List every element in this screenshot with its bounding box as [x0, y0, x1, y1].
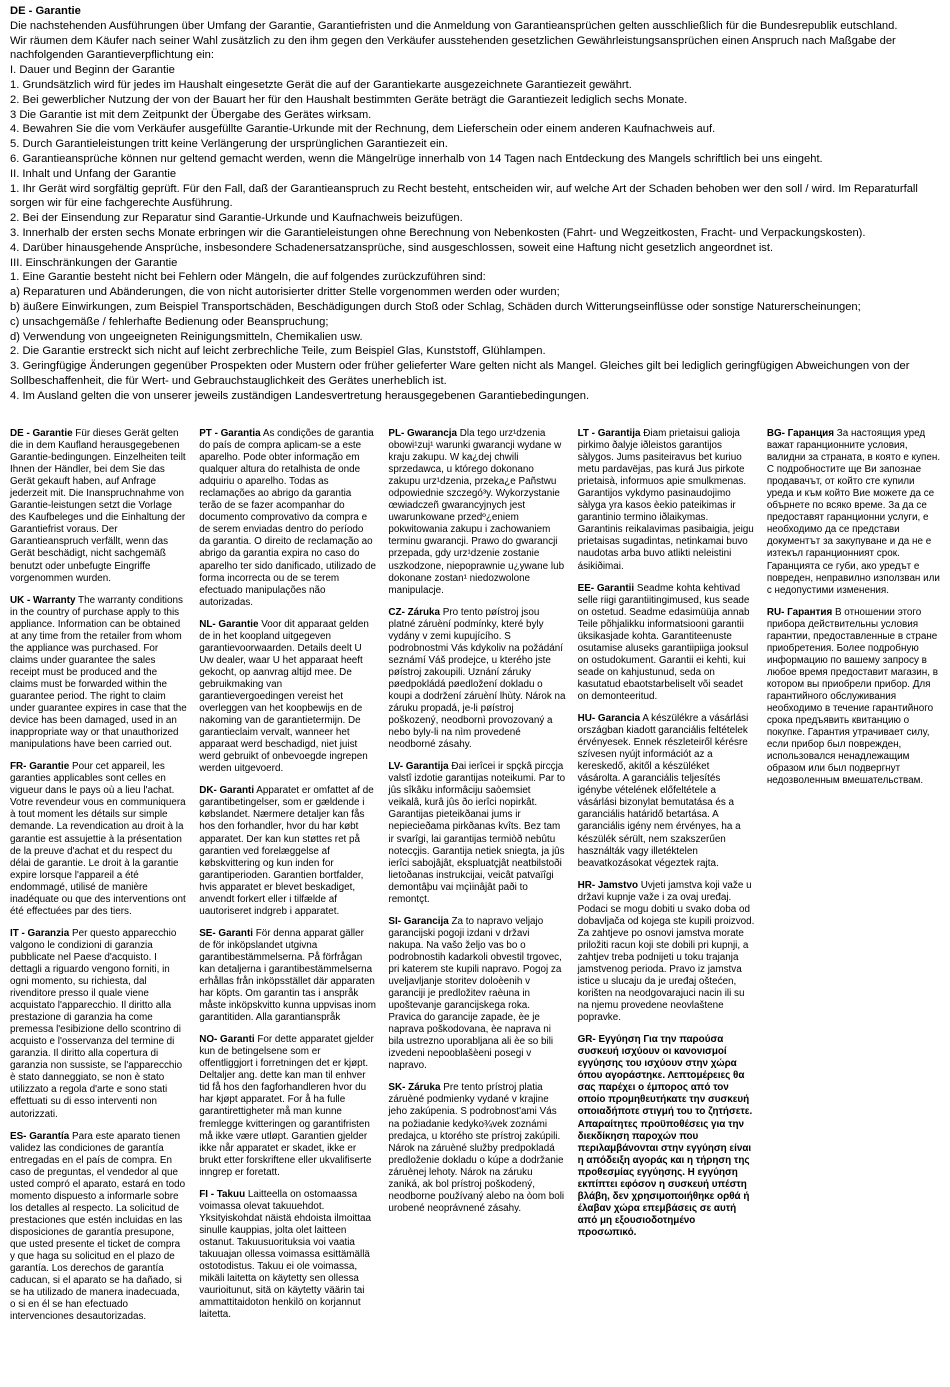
warranty-text: Voor dit apparaat gelden de in het koopland uitgegeven garantievoorwaarden. Details deelt U Uw dealer, waar U het apparaat heeft gekocht, op aanvrag altijd mee. De gebruikmaking van garantievergoedingen vereist het overleggen van het koopbewijs en de nakoming van de garantietermijn. De garantieclaim vervalt, wanneer het apparaat werd beschadigd, niet juist werd gebruikt of onbevoegde ingrepen werden uitgevoerd.	[199, 618, 369, 775]
warranty-heading: PT - Garantia	[199, 428, 261, 439]
warranty-section-sk	[388, 1082, 565, 1215]
warranty-section-lt	[578, 428, 755, 573]
warranty-section-it	[10, 928, 187, 1121]
de-full-line: III. Einschränkungen der Garantie	[10, 256, 178, 269]
warranty-section-dk	[199, 785, 376, 918]
warranty-text: Per questo apparecchio valgono le condizioni di garanzia pubblicate nel Paese d'acquisto. I dettagli a riguardo vengono forniti, in ogni momento, su richiesta, dal rivenditore presso il quale viene acquistato l'apparecchio. Il diritto alla prestazione di garanzia ha come premessa l'esibizione dello scontrino di acquisto e l'osservanza del termine di garanzia. Il diritto alla copertura di garanzia non sussiste, se l'apparecchio è stato danneggiato, se non è stato utilizzato a regola d'arte e sono stati effettuati su di esso interventi non autorizzati.	[10, 927, 183, 1120]
warranty-heading: SI- Garancija	[388, 915, 449, 927]
de-full-line: 5. Durch Garantieleistungen tritt keine Verlängerung der ursprünglichen Garantiezeit ein.	[10, 138, 448, 151]
warranty-text: Laitteella on ostomaassa voimassa olevat takuuehdot. Yksityiskohdat näistä ehdoista ilmoittaa sinulle kauppias, jolta olet laitteen ostanut. Takuusuorituksia voi vaatia takuuajan ollessa voimassa esittämällä ostotodistus. Takuu ei ole voimassa, mikäli laitetta on käytetty sen ollessa vaurioitunut, sitä on käytetty väärin tai ammattitaidoton henkilö on korjannut laitetta.	[199, 1188, 372, 1321]
de-full-warranty	[10, 4, 940, 404]
warranty-text: Ðai ierîcei ir spçkâ pircçja valstî izdotie garantijas noteikumi. Par to jûs sîkâku informâciju saòemsiet veikalâ, kurâ jûs ðo ierîci nopirkât. Garantijas pieteikðanai jums ir nepiecieðama pirkðanas kvîts. Bez tam ir svarîgi, lai garantijas termiòð nebûtu notecçjis. Garantija netiek sniegta, ja jûs ierîci sabojâjât, ekspluatçjât neatbilstoði lietoðanas instrukcijai, veicât patvaïîgi demontâþu vai mçìinâjât paði to remontçt.	[388, 761, 566, 905]
de-full-line: 3 Die Garantie ist mit dem Zeitpunkt der Übergabe des Gerätes wirksam.	[10, 108, 372, 121]
warranty-text: В отношении этого прибора действительны условия гарантии, предоставленные в стране приобретения. Более подробную информацию по вашему запросу в любое время предоставит магазин, в котором вы приобрели прибор. Для гарантийного обслуживания необходимо в течение гарантийного срока предъявить квитанцию о покупке. Гарантия утрачивает силу, если прибор был поврежден, использовался ненадлежащим образом или был подвергнут недозволенным вмешательствам.	[766, 606, 938, 787]
de-full-line: 2. Bei der Einsendung zur Reparatur sind Garantie-Urkunde und Kaufnachweis beizufügen.	[10, 212, 463, 225]
warranty-text: Apparatet er omfattet af de garantibetingelser, som er gældende i købslandet. Nærmere detaljer kan fås hos den forhandler, hvor du har købt apparatet. Der kan kun støttes ret på garantien ved forelæggelse af købskvittering og kun inden for garantiperioden. Garantien bortfalder, hvis apparatet er blevet beskadiget, anvendt forkert eller i tilfælde af uautoriseret indgreb i apparatet.	[199, 785, 374, 917]
warranty-section-si	[388, 916, 565, 1073]
warranty-heading: HU- Garancia	[577, 713, 641, 725]
warranty-section-bg	[767, 428, 944, 597]
warranty-heading: NL- Garantie	[199, 618, 259, 630]
de-full-line: 4. Im Ausland gelten die von unserer jeweils zuständigen Landesvertretung herausgegebenen Garantiebedingungen.	[10, 389, 590, 402]
language-columns	[10, 428, 944, 1333]
de-full-line: 1. Eine Garantie besteht nicht bei Fehlern oder Mängeln, die auf folgendes zurückzuführen sind:	[10, 271, 486, 284]
de-full-lines	[10, 19, 940, 404]
warranty-heading: ES- Garantía	[10, 1130, 70, 1142]
warranty-heading: EE- Garantii	[577, 582, 635, 594]
warranty-heading: FI - Takuu	[199, 1188, 246, 1200]
warranty-heading: DK- Garanti	[199, 785, 255, 797]
warranty-text: Ðiam prietaisui galioja pirkimo ðalyje iðleistos garantijos sàlygos. Jums pasiteiravus bet kuriuo metu pardavëjas, pas kurá Jus pirkote prietaisà, informuos apie smulkmenas. Garantijos vykdymo pasinaudojimo sàlyga yra kasos èekio pateikimas ir garantinio termino iðlaikymas. Garantinis reikalavimas pasibaigia, jeigu prietaisas sugadintas, netinkamai buvo naudotas arba buvo atlikti neleistini ásikiðimai.	[577, 428, 754, 572]
warranty-heading: IT - Garanzia	[10, 927, 70, 939]
warranty-heading: PL- Gwarancja	[388, 428, 458, 439]
warranty-heading: DE - Garantie	[10, 428, 73, 439]
warranty-heading: RU- Гарантия	[766, 606, 833, 618]
de-full-line: c) unsachgemäße / fehlerhafte Bedienung oder Beanspruchung;	[10, 315, 329, 328]
warranty-section-pl	[388, 428, 565, 597]
warranty-section-ru	[767, 607, 944, 788]
de-full-line: II. Inhalt und Unfang der Garantie	[10, 167, 177, 180]
warranty-section-ee	[578, 583, 755, 703]
warranty-section-pt	[199, 428, 376, 609]
warranty-text: Seadme kohta kehtivad selle riigi garantiitingimused, kus seade on ostetud. Seadme edasimüüja annab Teile põhjalikku informatsiooni garantii üksikasjade kohta. Garantiteenuste osutamise aluseks garantiipiiga jooksul on ostudokument. Garantii ei kehti, kui seade on kahjustunud, seda on kasutatud ebaotstarbeliselt või seadet on demonteeritud.	[577, 582, 750, 702]
de-full-line: I. Dauer und Beginn der Garantie	[10, 64, 175, 77]
warranty-text: Za to napravo veljajo garancijski pogoji izdani v državi nakupa. Na vašo željo vas bo o podrobnostih kadarkoli obvestil trgovec, pri katerem ste kupili napravo. Pogoj za uveljavljanje storitev doloèenih v garanciji je predložitev raèuna in upoštevanje garancijskega roka. Pravica do garancije zapade, èe je naprava poškodovana, èe naprava ni bila ustrezno uporabljana ali èe so bili izvedeni nepooblašèeni posegi v napravo.	[388, 915, 562, 1072]
warranty-text: For dette apparatet gjelder kun de betingelsene som er offentliggjort i forretningen det er kjøpt. Deltaljer ang. dette kan man til enhver tid få hos den fagforhandleren hvor du har kjøpt apparatet. For å ha fulle garantirettigheter må man kunne fremlegge kvitteringen og garantifristen må ikke være utløpt. Garantien gjelder ikke når apparatet er skadet, ikke er brukt etter forskriftene eller ukvalifiserte inngrep er foretatt.	[199, 1034, 374, 1178]
warranty-section-nl	[199, 619, 376, 776]
warranty-text: Für dieses Gerät gelten die in dem Kaufland herausgegebenen Garantie-bedingungen. Einzelheiten teilt Ihnen der Händler, bei dem Sie das Gerät gekauft haben, auf Anfrage jederzeit mit. Die Inanspruchnahme von Garantie-leistungen setzt die Vorlage des Kaufbeleges und die Einhaltung der Garantiefrist voraus. Der Garantieanspruch verfällt, wenn das Gerät beschädigt, nicht sachgemäß benutzt oder unbefugte Eingriffe vorgenommen wurden.	[10, 428, 186, 584]
de-full-title: DE - Garantie	[10, 5, 81, 17]
de-full-line: 1. Grundsätzlich wird für jedes im Haushalt eingesetzte Gerät die auf der Garantiekarte ausgezeichnete Garantiezeit gewährt.	[10, 78, 632, 91]
de-full-line: 2. Die Garantie erstreckt sich nicht auf leicht zerbrechliche Teile, zum Beispiel Glas, Kunststoff, Glühlampen.	[10, 345, 546, 358]
de-full-line: 4. Darüber hinausgehende Ansprüche, insbesondere Schadenersatzansprüche, sind ausgeschlossen, soweit eine Haftung nicht gesetzlich angeordnet ist.	[10, 241, 774, 254]
language-column	[578, 428, 755, 1333]
warranty-section-no	[199, 1034, 376, 1179]
warranty-heading: BG- Гаранция	[766, 428, 835, 439]
de-full-line: 3. Geringfügige Änderungen gegenüber Prospekten oder Mustern oder früher gelieferter Ware gelten nicht als Mangel. Gleiches gilt bei lediglich geringfügigen Abweichungen von der Sollbeschaffenheit, die für Wert- und Gebrauchstauglichkeit des Gerätes unerheblich ist.	[10, 360, 913, 387]
de-full-line: b) äußere Einwirkungen, zum Beispiel Transportschäden, Beschädigungen durch Stoß oder Schlag, Schäden durch Witterungseinflüsse oder sonstige Naturerscheinungen;	[10, 300, 861, 313]
warranty-text: За настоящия уред важат гаранционните условия, валидни за страната, в която е купен. С подробностите ще Ви запознае продавачът, от който сте купили уреда и към който Вие можете да се обърнете по всяко време. За да се предоставят гаранционни услуги, е необходимо да се представи документът за закупуване и да не е изтекъл гаранционният срок. Гаранцията се губи, ако уредът е повреден, неправилно използван или с недопустими изменения.	[766, 428, 941, 596]
warranty-heading: UK - Warranty	[10, 594, 76, 606]
warranty-text: Pre tento prístroj platia záruèné podmienky vydané v krajine jeho zakúpenia. S podrobnost'ami Vás na požiadanie kedyko¾vek zoznámi predajca, u ktorého ste prístroj zakúpili. Nárok na záruèné služby predpokladá predloženie dokladu o kúpe a dodržanie záruènej lehoty. Nárok na záruku zaniká, ak bol prístroj poškodený, neodborne používaný alebo na òom boli urobené neoprávnené zásahy.	[388, 1082, 565, 1214]
de-full-line: d) Verwendung von ungeeigneten Reinigungsmitteln, Chemikalien usw.	[10, 330, 363, 343]
de-full-line: Die nachstehenden Ausführungen über Umfang der Garantie, Garantiefristen und die Anmeldung von Garantieansprüchen gelten ausschließlich für die Bundesrepublik eutschland.	[10, 19, 898, 32]
warranty-text: Pour cet appareil, les garanties applicables sont celles en vigueur dans le pays où a lieu l'achat. Votre revendeur vous en communiquera à tout moment les détails sur simple demande. La revendication au droit à la garantie est assujettie à la présentation de la preuve d'achat et du respect du délai de garantie. Le droit à la garantie expire lorsque l'appareil a été endommagé, utilisé de manière inadéquate ou que des interventions ont été effectuées par des tiers.	[10, 761, 186, 917]
language-column	[10, 428, 187, 1333]
warranty-heading: SK- Záruka	[388, 1082, 441, 1094]
language-column	[199, 428, 376, 1333]
warranty-section-hu	[578, 713, 755, 870]
language-column	[388, 428, 565, 1333]
warranty-text: As condições de garantia do país de compra aplicam-se a este aparelho. Pode obter informação em qualquer altura do retalhista de onde adquiriu o aparelho. Todas as reclamações ao abrigo da garantia terão de se fazer acompanhar do documento comprovativo da compra e de serem enviadas dentro do período da garantia. O direito de reclamação ao abrigo da garantia expira no caso do aparelho ter sido danificado, utilizado de forma incorrecta ou de se terem efectuado manipulações não autorizadas.	[199, 428, 376, 608]
warranty-heading: LT - Garantija	[577, 428, 641, 439]
de-full-line: 2. Bei gewerblicher Nutzung der von der Bauart her für den Haushalt bestimmten Geräte beträgt die Garantiezeit lediglich sechs Monate.	[10, 93, 688, 106]
warranty-text: Uvjeti jamstva koji važe u državi kupnje važe i za ovaj uređaj. Podaci se mogu dobiti u svako doba od dobavljača od kojega ste kupili proizvod. Za zahtjeve po osnovi jamstva morate priložiti racun koji ste dobili pri kupnji, a zahtjev treba podnijeti u toku trajanja jamstvenog perioda. Pravo iz jamstva istice u slucaju da je uređaj oštećen, korišten na neodgovarajuci nacin ili su na njemu provedene neovlaštene popravke.	[577, 879, 755, 1024]
warranty-text: A készülékre a vásárlási országban kiadott garanciális feltételek érvényesek. Ennek részleteiről kérésre szívesen nyújt információt az a kereskedő, akitől a készüléket vásárolta. A garanciális teljesítés igénybe vételének előfeltétele a vásárlási bizonylat bemutatása és a garanciális határidő betartása. A garanciális igény nem érvényes, ha a készülék sérült, nem szakszerűen használták vagy illetéktelen beavatkozásokat végeztek rajta.	[577, 713, 749, 869]
de-full-line: a) Reparaturen und Abänderungen, die von nicht autorisierter dritter Stelle vorgenommen werden oder wurden;	[10, 286, 560, 299]
warranty-heading: NO- Garanti	[199, 1034, 255, 1046]
warranty-section-hr	[578, 880, 755, 1025]
de-full-line: Wir räumen dem Käufer nach seiner Wahl zusätzlich zu den ihm gegen den Verkäufer ausstehenden gesetzlichen Gewährleistungsansprüchen einen Anspruch nach Maßgabe der nachfolgenden Garantieverpflichtung ein:	[10, 34, 899, 62]
warranty-text: För denna apparat gäller de för inköpslandet utgivna garantibestämmelserna. På förfrågan kan detaljerna i garantibestämmelserna erhållas från inköpsstället där apparaten har köpts. Om garantin tas i anspråk måste inköpskvitto kunna uppvisas inom garantitiden. Alla garantianspråk	[199, 927, 376, 1024]
warranty-section-se	[199, 928, 376, 1024]
de-full-line: 3. Innerhalb der ersten sechs Monate erbringen wir die Garantieleistungen ohne Berechnung von Nebenkosten (Fahrt- und Wegzeitkosten, Fracht- und Verpackungskosten).	[10, 226, 866, 239]
de-full-line: 4. Bewahren Sie die vom Verkäufer ausgefüllte Garantie-Urkunde mit der Rechnung, dem Lieferschein oder einem anderen Kaufnachweis auf.	[10, 123, 716, 136]
warranty-heading: FR- Garantie	[10, 761, 70, 773]
warranty-heading: HR- Jamstvo	[577, 879, 638, 891]
warranty-section-de	[10, 428, 187, 585]
warranty-section-cz	[388, 607, 565, 752]
de-full-line: 6. Garantieansprüche können nur geltend gemacht werden, wenn die Mängelrüge innerhalb von 14 Tagen nach Entdeckung des Mangels schriftlich bei uns eingeht.	[10, 152, 823, 165]
de-full-line: 1. Ihr Gerät wird sorgfältig geprüft. Für den Fall, daß der Garantieanspruch zu Recht besteht, entscheiden wir, auf welche Art der Schaden behoben wer den soll / wird. Im Reparaturfall sorgen wir für eine fachgerechte Ausführung.	[10, 182, 922, 210]
warranty-heading: GR-	[577, 1034, 596, 1046]
warranty-section-es	[10, 1131, 187, 1324]
warranty-heading: LV- Garantija	[388, 761, 449, 773]
warranty-section-lv	[388, 761, 565, 906]
warranty-section-fi	[199, 1189, 376, 1322]
warranty-text: Para este aparato tienen validez las condiciones de garantía entregadas en el país de compra. En caso de preguntas, el vendedor al que usted compró el aparato, estará en todo momento dispuesto a informarle sobre los detalles al respecto. La solicitud de prestaciones que estén incluidas en las disposiciones de garantía presupone, que usted presente el ticket de compra y que haga su solicitud en el plazo de garantía. Los derechos de garantía caducan, si el aparato se ha dañado, si se ha utilizado de manera inadecuada, o si en él se han efectuado intervenciones desautorizadas.	[10, 1130, 186, 1323]
warranty-section-gr	[578, 1034, 755, 1239]
warranty-text: Εγγύηση Για την παρούσα συσκευή ισχύουν οι κανονισμοί εγγύησης του ισχύουν στην χώρα όπου αγοράστηκε. Λεπτομέρειες θα σας παρέχει ο έμπορος από τον οποίο προμηθευτήκατε την συσκευή οποιαδήποτε στιγμή του το ζητήσετε. Απαραίτητες προϋποθέσεις για την διεκδίκηση παροχών που περιλαμβάνονται στην εγγύηση είναι η απόδειξη αγοράς και η τήρηση της προθεσμίας εγγύησης. Η εγγύηση εκπίπτει εφόσον η συσκευή υπέστη βλάβη, δεν χρησιμοποιήθηκε ορθά ή έλαβαν χώρα επεμβάσεις σε αυτή από μη εξουσιοδοτημένο προσωπικό.	[577, 1034, 753, 1238]
warranty-heading: SE- Garanti	[199, 927, 253, 939]
warranty-heading: CZ- Záruka	[388, 606, 440, 618]
warranty-text: Pro tento pøístroj jsou platné záruèní podmínky, které byly vydány v zemi kupujícího. S podrobnostmi Vás kdykoliv na požádání seznámí Váš prodejce, u kterého jste pøístroj zakoupili. Uznání záruky pøedpokládá pøedložení dokladu o koupi a dodržení záruèní lhùty. Nárok na záruku propadá, je-li pøístroj poškozený, neodbornì provozovaný a nebo byly-li na nìm provedené neodborné zásahy.	[388, 606, 566, 751]
warranty-section-fr	[10, 761, 187, 918]
warranty-text: The warranty conditions in the country of purchase apply to this appliance. Information can be obtained at any time from the retailer from whom the appliance was purchased. For claims under guarantee the sales receipt must be produced and the claims must be forwarded within the guarantee period. The right to claim under guarantee expires in case that the device has been damaged, used in an inappropriate way or that unauthorized manipulations have been carried out.	[10, 594, 187, 751]
language-column	[767, 428, 944, 1333]
warranty-section-uk	[10, 595, 187, 752]
warranty-text: Dla tego urz¹dzenia obowi¹zuj¹ warunki gwarancji wydane w kraju zakupu. W ka¿dej chwili sprzedawca, u którego dokonano zakupu urz¹dzenia, przeka¿e Pañstwu odpowiednie szczegó³y. Wykorzystanie œwiadczeñ gwarancyjnych jest uwarunkowane przedº¿eniem pokwitowania zakupu i zachowaniem terminu gwarancji. Prawo do gwarancji przepada, gdy urz¹dzenie zostanie uszkodzone, niepoprawnie u¿ywane lub dokonane zostan¹ niedozwolone manipulacje.	[388, 428, 565, 596]
